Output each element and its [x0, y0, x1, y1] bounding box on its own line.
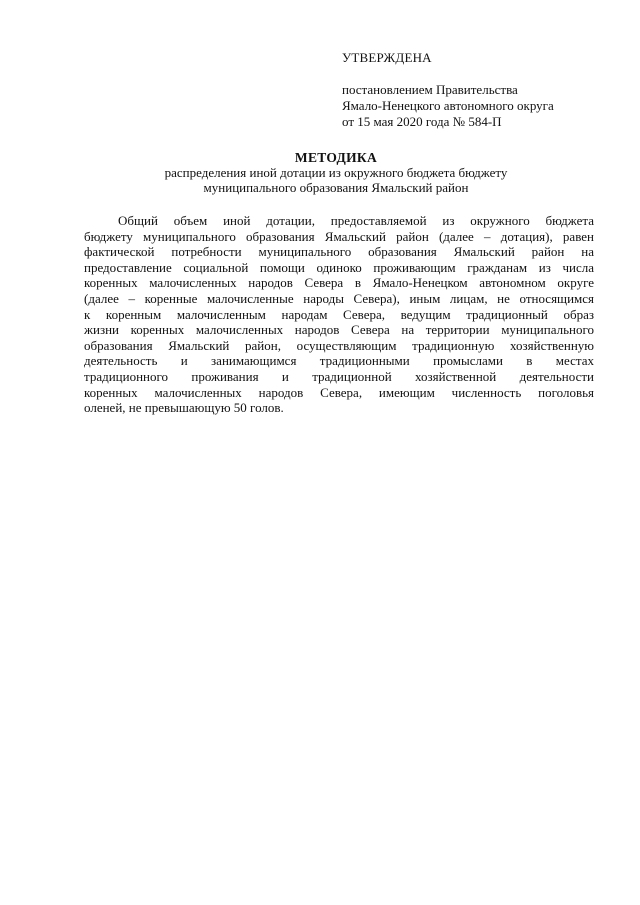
approval-block [342, 50, 622, 130]
approval-line: Ямало-Ненецкого автономного округа [342, 98, 554, 113]
approval-stamp: УТВЕРЖДЕНА [342, 50, 432, 65]
document-subtitle-line: муниципального образования Ямальский район [203, 180, 469, 195]
body-paragraph [84, 213, 594, 416]
paragraph-line: бюджету муниципального образования Ямальский район (далее – дотация), равен [84, 228, 594, 244]
approval-line: постановлением Правительства [342, 82, 518, 97]
paragraph-line: жизни коренных малочисленных народов Севера на территории муниципального [84, 322, 594, 338]
paragraph-line: деятельность и занимающимся традиционными промыслами в местах [84, 353, 594, 369]
paragraph-line: коренных малочисленных народов Севера, имеющим численность поголовья [84, 384, 594, 400]
paragraph-line: к коренным малочисленным народам Севера, ведущим традиционный образ [84, 306, 594, 322]
paragraph-line: предоставление социальной помощи одиноко проживающим гражданам из числа [84, 259, 594, 275]
paragraph-line: оленей, не превышающую 50 голов. [84, 400, 284, 416]
paragraph-line: коренных малочисленных народов Севера в Ямало-Ненецком автономном округе [84, 275, 594, 291]
paragraph-line: традиционного проживания и традиционной хозяйственной деятельности [84, 368, 594, 384]
paragraph-line: фактической потребности муниципального образования Ямальский район на [84, 244, 594, 260]
document-subtitle-line: распределения иной дотации из окружного бюджета бюджету [164, 165, 508, 180]
paragraph-line: образования Ямальский район, осуществляющим традиционную хозяйственную [84, 337, 594, 353]
paragraph-line: (далее – коренные малочисленные народы Севера), иным лицам, не относящимся [84, 290, 594, 306]
paragraph-line: Общий объем иной дотации, предоставляемой из окружного бюджета [118, 213, 594, 228]
document-title-block [86, 150, 586, 195]
document-heading: МЕТОДИКА [294, 150, 378, 165]
approval-line: от 15 мая 2020 года № 584-П [342, 114, 502, 129]
